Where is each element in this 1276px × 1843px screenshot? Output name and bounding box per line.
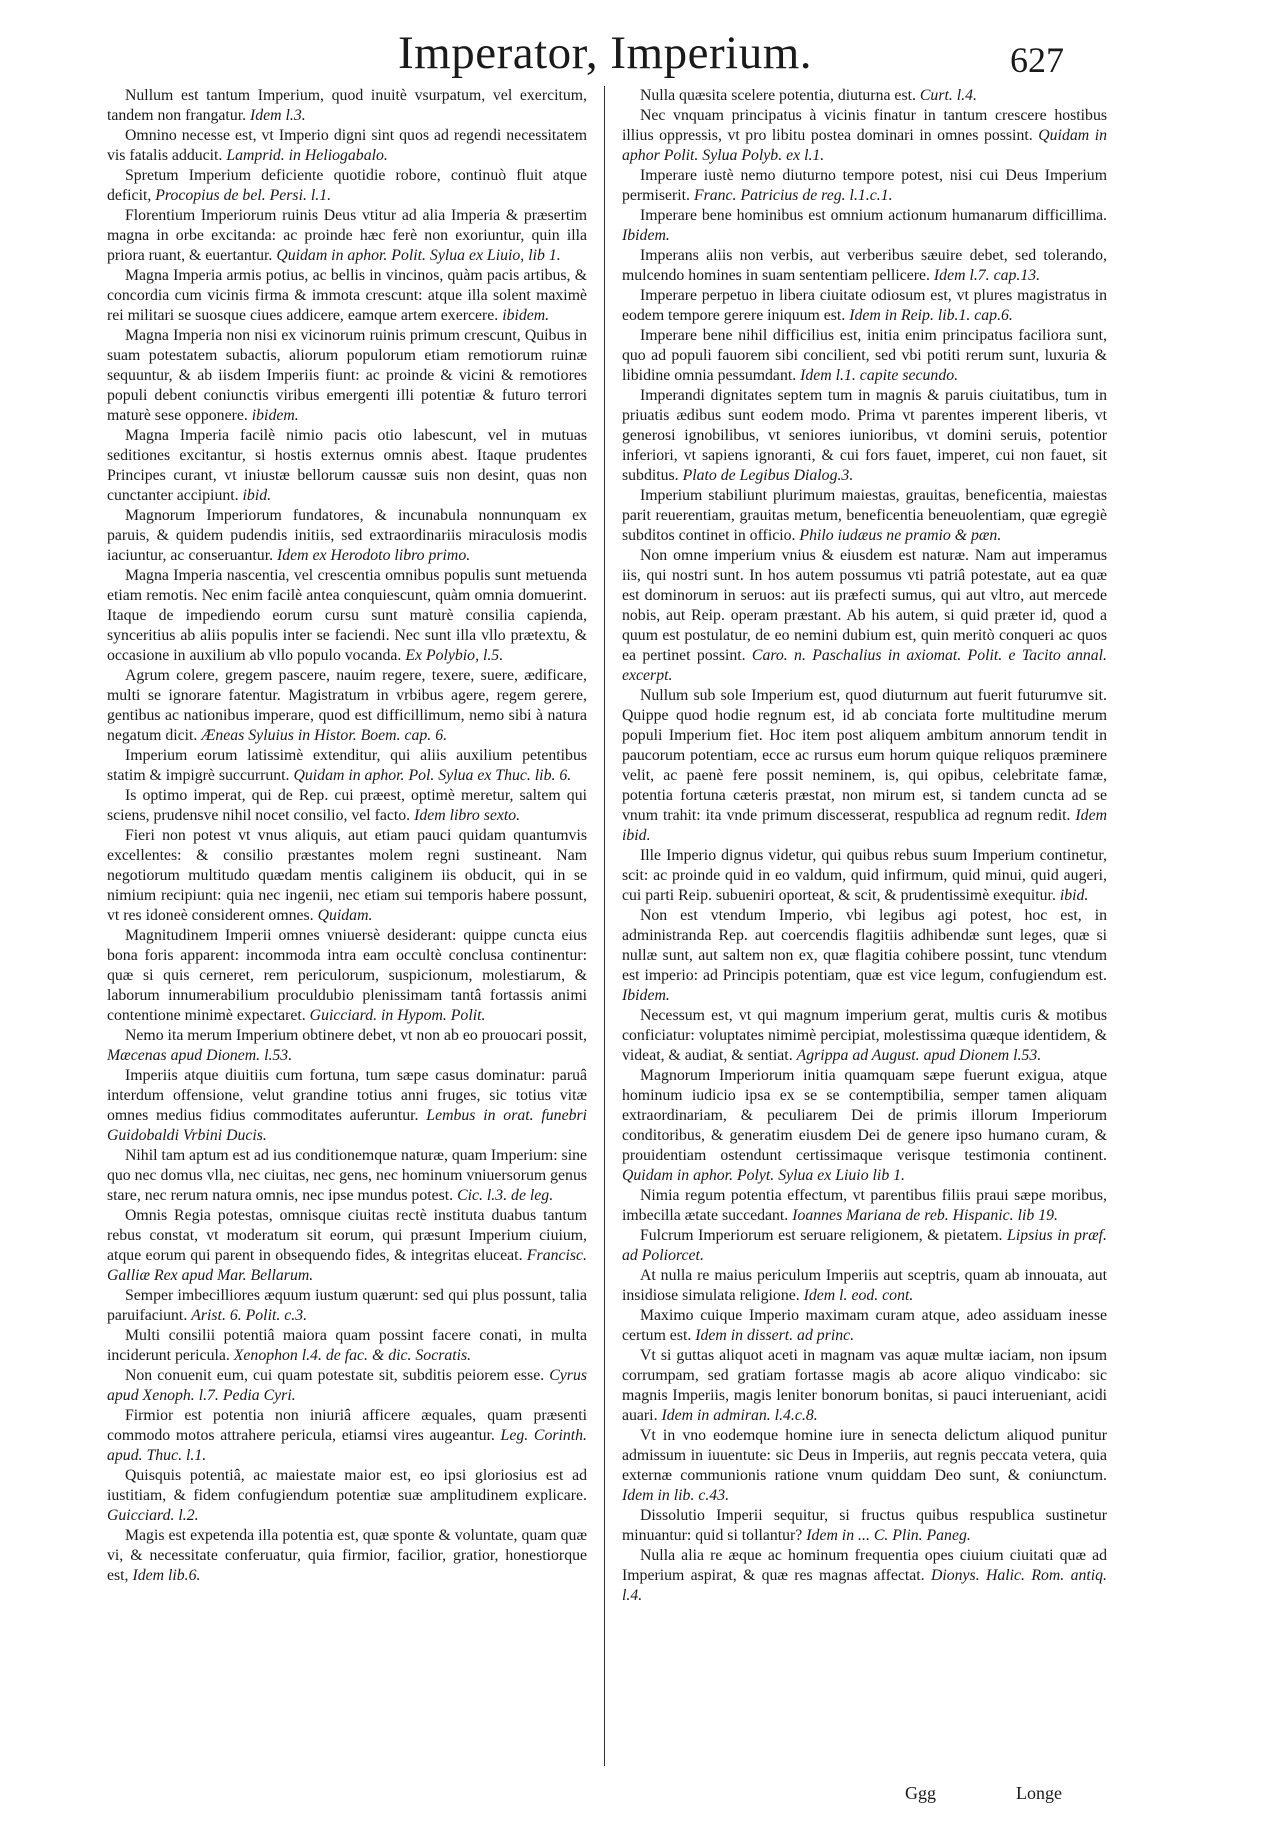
sentence-entry [107, 1206, 587, 1286]
sentence-entry [622, 326, 1107, 386]
entry-source: ibid. [1059, 887, 1089, 904]
entry-source: Idem in ... C. Plin. Paneg. [806, 1527, 971, 1544]
entry-text: Nimia regum potentia effectum, vt parentibus filiis praui sæpe moribus, imbecilla ætate succedant. [622, 1187, 1107, 1224]
sentence-entry [107, 1146, 587, 1206]
entry-source: Plato de Legibus Dialog.3. [682, 467, 854, 484]
entry-text: Magnorum Imperiorum fundatores, & incunabula nonnunquam ex paruis, & quidem pudendis initiis, sed extraordinariis miraculosis modis iaciuntur, ac conseruantur. [107, 507, 587, 564]
entry-source: Idem l. eod. cont. [803, 1287, 914, 1304]
entry-text: Nullum est tantum Imperium, quod inuitè vsurpatum, vel exercitum, tandem non frangatur. [107, 87, 587, 124]
sentence-entry [107, 506, 587, 566]
sentence-entry [107, 1526, 587, 1586]
entry-source: Idem l.3. [250, 107, 306, 124]
sentence-entry [622, 86, 1107, 106]
sentence-entry [107, 1366, 587, 1406]
sentence-entry [107, 786, 587, 826]
entry-source: Ioannes Mariana de reb. Hispanic. lib 19. [792, 1207, 1058, 1224]
entry-source: Æneas Syluius in Histor. Boem. cap. 6. [201, 727, 448, 744]
entry-source: ibidem. [251, 407, 299, 424]
sentence-entry [622, 1006, 1107, 1066]
sentence-entry [622, 686, 1107, 846]
entry-text: Nulla quæsita scelere potentia, diuturna est. [640, 87, 916, 104]
entry-source: Mæcenas apud Dionem. l.53. [107, 1047, 293, 1064]
sentence-entry [622, 906, 1107, 1006]
entry-source: Idem ibid. [622, 807, 1107, 844]
entry-source: Philo iudæus ne pramio & pæn. [799, 527, 1002, 544]
entry-source: Idem in Reip. lib.1. cap.6. [849, 307, 1013, 324]
sentence-entry [622, 846, 1107, 906]
entry-text: Magis est expetenda illa potentia est, quæ sponte & voluntate, quam quæ vi, & necessitate conferuatur, quia firmior, facilior, gratior, honestiorque est, [107, 1527, 587, 1584]
entry-source: Procopius de bel. Persi. l.1. [155, 187, 332, 204]
sentence-entry [622, 1426, 1107, 1506]
entry-text: Spretum Imperium deficiente quotidie robore, continuò fluit atque deficit, [107, 167, 587, 204]
entry-text: Multi consilii potentiâ maiora quam possint facere conati, in multa inciderunt pericula. [107, 1327, 587, 1364]
entry-text: Nullum sub sole Imperium est, quod diuturnum aut fuerit futurumve sit. Quippe quod hodie regnum est, id ab conciata forte multitudine merum populi Imperium fiet. Hoc item post aliquem ambitum annorum tendit in paucorum potentiam, ecce ac rursus eum horum quique reliquos præminere velit, ac paenè fere possit neminem, is, qui opibus, celebritate famæ, potentia fortuna cæteris præstat, non mirum est, si tandem cuncta ad se vnum trahit: ita vnde primum discesserat, respublica ad regnum redit. [622, 687, 1107, 824]
entry-text: Nemo ita merum Imperium obtinere debet, vt non ab eo prouocari possit, [125, 1027, 587, 1044]
entry-source: Agrippa ad August. apud Dionem l.53. [796, 1047, 1042, 1064]
sentence-entry [622, 246, 1107, 286]
entry-text: Nihil tam aptum est ad ius conditionemque naturæ, quam Imperium: sine quo nec domus vlla, nec ciuitas, nec gens, nec hominum vniuersorum genus stare, nec rerum natura omnis, nec ipse mundus potest. [107, 1147, 587, 1204]
entry-text: Dissolutio Imperii sequitur, si fructus quibus respublica sustinetur minuantur: quid si tollantur? [622, 1507, 1107, 1544]
entry-text: Ille Imperio dignus videtur, qui quibus rebus suum Imperium continetur, scit: ac proinde quid in eo valdum, quid infirmum, quid minui, quid augeri, cui parti Reip. subueniri oporteat, & scit, & prudentissimè exequitur. [622, 847, 1107, 904]
entry-source: Idem ex Herodoto libro primo. [277, 547, 471, 564]
entry-source: Quidam in aphor. Pol. Sylua ex Thuc. lib. 6. [293, 767, 572, 784]
sentence-entry [622, 1266, 1107, 1306]
left-column [107, 86, 587, 1776]
entry-source: Idem l.1. capite secundo. [800, 367, 959, 384]
entry-source: Cic. l.3. de leg. [457, 1187, 554, 1204]
sentence-entry [107, 326, 587, 426]
sentence-entry [107, 86, 587, 126]
entry-source: Quidam in aphor. Polyt. Sylua ex Liuio lib 1. [622, 1167, 906, 1184]
sentence-entry [107, 926, 587, 1026]
entry-text: Firmior est potentia non iniuriâ afficere æquales, quam præsenti commodo motos attrahere pericula, etiamsi vires augeantur. [107, 1407, 587, 1444]
entry-text: Imperare bene hominibus est omnium actionum humanarum difficillima. [640, 207, 1107, 224]
entry-text: Nec vnquam principatus à vicinis finatur in tantum crescere hostibus illius oppressis, vt pro libitu postea dominari in omnes possint. [622, 107, 1107, 144]
sentence-entry [107, 566, 587, 666]
entry-text: Imperandi dignitates septem tum in magnis & paruis ciuitatibus, tum in priuatis ædibus sunt eodem modo. Prima vt parentes imperent liberis, vt generosi ignobilibus, vt seniores iunioribus, vt domini seruis, potentior inferiori, vt sapiens ignoranti, & cui fors fauet, imperet, cui non fauet, sit subditus. [622, 387, 1107, 484]
entry-text: Non conuenit eum, cui quam potestate sit, subditis peiorem esse. [125, 1367, 545, 1384]
sentence-entry [107, 1466, 587, 1526]
entry-source: Ex Polybio, l.5. [405, 647, 504, 664]
sentence-entry [107, 826, 587, 926]
page-number: 627 [1010, 40, 1064, 80]
entry-source: Lipsius in præf. ad Poliorcet. [622, 1227, 1107, 1264]
entry-text: Fulcrum Imperiorum est seruare religionem, & pietatem. [640, 1227, 1003, 1244]
sentence-entry [107, 1026, 587, 1066]
entry-text: Imperans aliis non verbis, aut verberibus sæuire debet, sed tolerando, mulcendo homines in suam sententiam pellicere. [622, 247, 1107, 284]
sentence-entry [107, 1286, 587, 1326]
entry-text: Nulla alia re æque ac hominum frequentia opes ciuium ciuitati quæ ad Imperium aspirat, & quæ res magnas affectat. [622, 1547, 1107, 1584]
entry-source: Quidam in aphor. Polit. Sylua ex Liuio, lib 1. [276, 247, 561, 264]
entry-text: Quisquis potentiâ, ac maiestate maior est, eo ipsi gloriosius est ad iustitiam, & fidem confugiendum potentiæ suæ amplitudinem explicare. [107, 1467, 587, 1504]
sentence-entry [622, 1066, 1107, 1186]
entry-text: Is optimo imperat, qui de Rep. cui præest, optimè meretur, saltem qui sciens, prudensve nihil nocet consilio, vel facto. [107, 787, 587, 824]
entry-source: Lamprid. in Heliogabalo. [226, 147, 388, 164]
right-column [622, 86, 1107, 1776]
entry-source: Caro. n. Paschalius in axiomat. Polit. e Tacito annal. excerpt. [622, 647, 1107, 684]
entry-source: Cyrus apud Xenoph. l.7. Pedia Cyri. [107, 1367, 587, 1404]
entry-source: Quidam in aphor Polit. Sylua Polyb. ex l.1. [622, 127, 1107, 164]
entry-text: Necessum est, vt qui magnum imperium gerat, multis curis & motibus conficiatur: voluptates nimimè percipiat, molestissima quæque identidem, & videat, & audiat, & sentiat. [622, 1007, 1107, 1064]
entry-source: Lembus in orat. funebri Guidobaldi Vrbini Ducis. [107, 1107, 587, 1144]
entry-source: Francisc. Galliæ Rex apud Mar. Bellarum. [107, 1247, 587, 1284]
entry-text: Non est vtendum Imperio, vbi legibus agi potest, hoc est, in administranda Rep. aut coercendis flagitiis adhibendæ sunt leges, quæ si nullæ sunt, aut saltem non ex, quæ flagitia cohibere possint, tunc vtendum est imperio: ad Principis potentiam, quæ est vice legum, confugiendum est. [622, 907, 1107, 984]
entry-source: Idem in dissert. ad princ. [695, 1327, 855, 1344]
sentence-entry [622, 206, 1107, 246]
sentence-entry [107, 746, 587, 786]
entry-source: Idem in admiran. l.4.c.8. [661, 1407, 818, 1424]
entry-text: Magna Imperia non nisi ex vicinorum ruinis primum crescunt, Quibus in suam potestatem subactis, aliorum populorum etiam remotiorum ruinæ sequuntur, & ab iisdem Imperiis fiunt: ac proinde & vicini & remotiores populi debent coniunctis viribus emergenti illi potentiæ & futuro terrori maturè sese opponere. [107, 327, 587, 424]
entry-source: Idem lib.6. [132, 1567, 201, 1584]
entry-source: Ibidem. [622, 987, 670, 1004]
sentence-entry [107, 126, 587, 166]
sentence-entry [622, 166, 1107, 206]
sentence-entry [107, 1066, 587, 1146]
sentence-entry [622, 1186, 1107, 1226]
entry-text: Omnis Regia potestas, omnisque ciuitas rectè instituta duabus tantum rebus constat, vt moderatum sit eorum, qui præsunt Imperium ciuium, atque eorum qui parent in obsequendo fides, & integritas eluceat. [107, 1207, 587, 1264]
catchword: Longe [1016, 1783, 1062, 1803]
entry-text: Imperare perpetuo in libera ciuitate odiosum est, vt plures magistratus in eodem tempore gerere iniquum est. [622, 287, 1107, 324]
sentence-entry [107, 1326, 587, 1366]
sentence-entry [622, 1306, 1107, 1346]
sentence-entry [622, 1226, 1107, 1266]
entry-text: Magnitudinem Imperii omnes vniuersè desiderant: quippe cuncta eius bona foris apparent: incommoda intra eam occultè conclusa continentur: quæ si quis cerneret, rem periculorum, suspicionum, molestiarum, & laborum innumerabilium proculdubio plenissimam tantâ fortassis animi contentione minimè expectaret. [107, 927, 587, 1024]
sentence-entry [622, 106, 1107, 166]
entry-text: Imperare bene nihil difficilius est, initia enim principatus faciliora sunt, quo ad populi fauorem sibi concilient, sed vbi potiti rerum sunt, luxuria & libidine omnia pessumdant. [622, 327, 1107, 384]
entry-text: Magnorum Imperiorum initia quamquam sæpe fuerunt exigua, atque hominum iudicio ipsa ex se se contemptibilia, semper tamen aliquam extraordinariam, & peculiarem Dei de primis illorum Imperiorum conditoribus, & generatim eiusdem Dei de genere ipso humano curam, & prouidentiam ostendunt certissimaque verisque testimonia continent. [622, 1067, 1107, 1164]
entry-text: Agrum colere, gregem pascere, nauim regere, texere, suere, ædificare, multi se ignorare fatentur. Magistratum in vrbibus agere, regem gerere, gentibus ac nationibus imperare, quod est difficillimum, nemo sibi à natura negatum dicit. [107, 667, 587, 744]
sentence-entry [107, 266, 587, 326]
entry-source: Quidam. [317, 907, 373, 924]
entry-source: ibid. [242, 487, 272, 504]
sentence-entry [107, 166, 587, 206]
sentence-entry [622, 1346, 1107, 1426]
sentence-entry [107, 206, 587, 266]
entry-source: Idem in lib. c.43. [622, 1487, 730, 1504]
entry-text: Fieri non potest vt vnus aliquis, aut etiam pauci quidam quantumvis excellentes: & consilio præstantes molem regni sustineant. Nam negotiorum multitudo quædam mentis caliginem iis obducit, qui in se nimium recipiunt: quia nec ingenii, nec etiam sui temporis habere possunt, vt res idoneè considerent omnes. [107, 827, 587, 924]
entry-text: Omnino necesse est, vt Imperio digni sint quos ad regendi necessitatem vis fatalis adducit. [107, 127, 587, 164]
entry-text: At nulla re maius periculum Imperiis aut sceptris, quam ab innouata, aut insidiose simulata religione. [622, 1267, 1107, 1304]
running-title: Imperator, Imperium. [398, 27, 812, 79]
entry-text: Vt si guttas aliquot aceti in magnam vas aquæ multæ iaciam, non ipsum corrumpam, sed gratiam fortasse magis ab acore aliquo vindicabo: sic magnis Imperiis, magis leniter bonorum bonitas, si pauci interueniant, acidi auari. [622, 1347, 1107, 1424]
sentence-entry [622, 546, 1107, 686]
entry-source: Idem libro sexto. [414, 807, 521, 824]
entry-text: Imperium stabiliunt plurimum maiestas, grauitas, beneficentia, maiestas parit reuerentiam, grauitas metum, beneficentia beneuolentiam, quæ egregiè subditos continet in officio. [622, 487, 1107, 544]
sentence-entry [622, 486, 1107, 546]
entry-source: Dionys. Halic. Rom. antiq. l.4. [622, 1567, 1107, 1604]
sentence-entry [107, 1406, 587, 1466]
entry-text: Magna Imperia armis potius, ac bellis in vincinos, quàm pacis artibus, & concordia cum vicinis firma & immota crescunt: atque illa solent maximè rei militari se suosque ciues addicere, eamque artem exercere. [107, 267, 587, 324]
entry-source: Guicciard. in Hypom. Polit. [309, 1007, 486, 1024]
entry-source: Arist. 6. Polit. c.3. [191, 1307, 308, 1324]
entry-text: Non omne imperium vnius & eiusdem est naturæ. Nam aut imperamus iis, qui nostri sunt. In hos autem possumus vti patriâ potestate, aut ea quæ est dominorum in seruos: aut iis præfecti sumus, qui aut vltro, aut mercede nobis, aut Reip. operam præstant. Ab his autem, si quid præter id, quod a quum est postulatur, de eo nemini dubium est, quin meritò conqueri ac quos ea pertinet possint. [622, 547, 1107, 664]
entry-source: Ibidem. [622, 227, 670, 244]
sentence-entry [622, 386, 1107, 486]
entry-source: ibidem. [502, 307, 550, 324]
sentence-entry [107, 666, 587, 746]
entry-source: Curt. l.4. [919, 87, 977, 104]
entry-source: Leg. Corinth. apud. Thuc. l.1. [107, 1427, 587, 1464]
entry-text: Imperare iustè nemo diuturno tempore potest, nisi cui Deus Imperium permiserit. [622, 167, 1107, 204]
entry-text: Imperium eorum latissimè extenditur, qui aliis auxilium petentibus statim & impigrè succurrunt. [107, 747, 587, 784]
entry-text: Semper imbecilliores æquum iustum quærunt: sed qui plus possunt, talia paruifaciunt. [107, 1287, 587, 1324]
sentence-entry [622, 1546, 1107, 1606]
entry-source: Idem l.7. cap.13. [933, 267, 1041, 284]
entry-source: Xenophon l.4. de fac. & dic. Socratis. [233, 1347, 472, 1364]
entry-text: Magna Imperia facilè nimio pacis otio labescunt, vel in mutuas seditiones excitantur, si hostis externus omnis abest. Itaque prudentes Principes curant, vt iniustæ bellorum caussæ suis non desint, quas non cunctanter accipiunt. [107, 427, 587, 504]
sentence-entry [107, 426, 587, 506]
entry-source: Franc. Patricius de reg. l.1.c.1. [693, 187, 893, 204]
entry-text: Imperiis atque diuitiis cum fortuna, tum sæpe casus dominatur: paruâ interdum offensione, velut grandine totius anni fruges, sic totius vitæ omnes medius fidius commoditates auferuntur. [107, 1067, 587, 1124]
signature-mark: Ggg [905, 1783, 936, 1803]
entry-text: Vt in vno eodemque homine iure in senecta delictum aliquod punitur admissum in iuuentute: sic Deus in Imperiis, aut regnis peccata vetera, quia externæ communionis ratione vnum quiddam Deo sunt, & coniunctum. [622, 1427, 1107, 1484]
entry-source: Guicciard. l.2. [107, 1507, 199, 1524]
entry-text: Florentium Imperiorum ruinis Deus vtitur ad alia Imperia & præsertim magna in orbe excitanda: ac proinde hæc ferè non exoriuntur, quin illa priora ruant, & euertantur. [107, 207, 587, 264]
entry-text: Maximo cuique Imperio maximam curam atque, adeo assiduam inesse certum est. [622, 1307, 1107, 1344]
page-footer [0, 1783, 1276, 1813]
sentence-entry [622, 286, 1107, 326]
entry-text: Magna Imperia nascentia, vel crescentia omnibus populis sunt metuenda etiam remotis. Nec enim facilè antea conquiescunt, quàm omnia domuerint. Itaque de impediendo eorum cursu sunt maturè consilia capienda, synceritius ab aliis populis inter se faciendi. Nec sunt illa vllo prætextu, & occasione in auxilium ab vllo populo vocanda. [107, 567, 587, 664]
column-divider [604, 86, 605, 1766]
sentence-entry [622, 1506, 1107, 1546]
